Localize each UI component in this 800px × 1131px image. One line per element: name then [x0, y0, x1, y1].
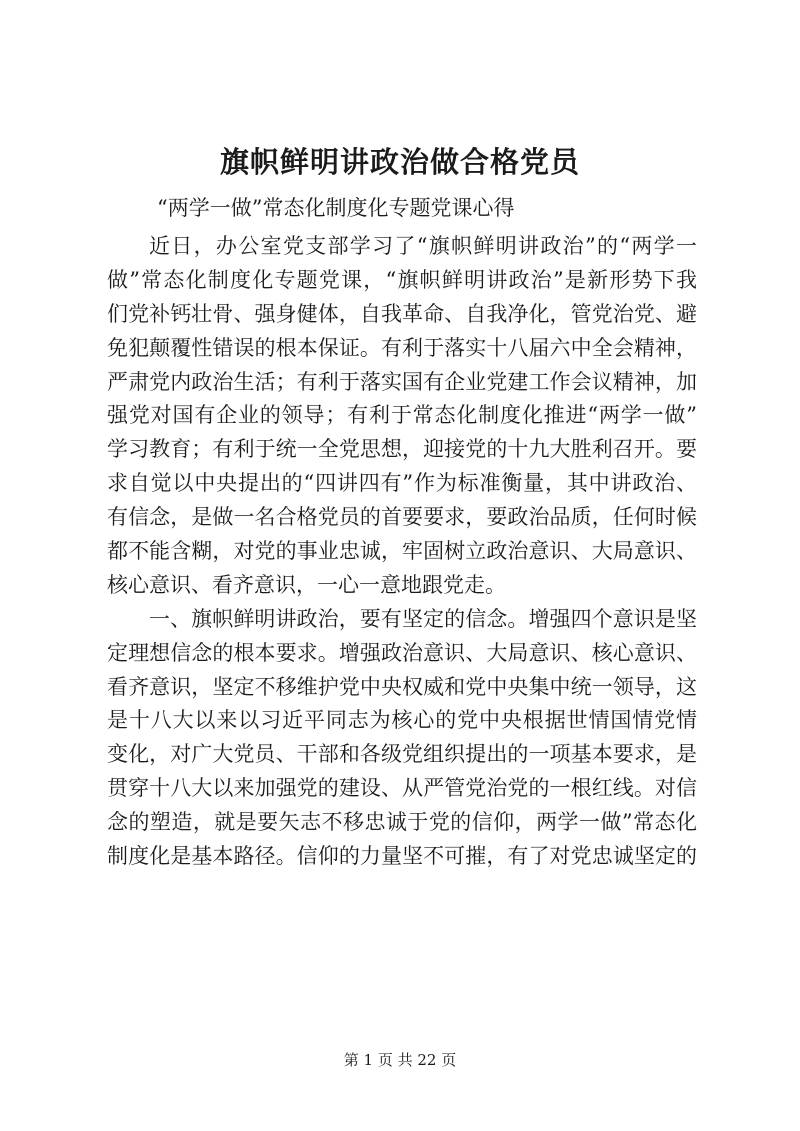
text-line: 贯穿十八大以来加强党的建设、从严管党治党的一根红线。对信 — [107, 776, 697, 801]
text-line: 学习教育；有利于统一全党思想，迎接党的十九大胜利召开。要 — [107, 437, 697, 462]
paragraph — [107, 230, 697, 603]
text-line: 们党补钙壮骨、强身健体，自我革命、自我净化，管党治党、避 — [107, 301, 697, 326]
text-line: 强党对国有企业的领导；有利于常态化制度化推进“两学一做” — [107, 403, 697, 428]
text-line: 是十八大以来以习近平同志为核心的党中央根据世情国情党情 — [107, 708, 697, 733]
text-line: 变化，对广大党员、干部和各级党组织提出的一项基本要求，是 — [107, 742, 697, 767]
text-line: 看齐意识，坚定不移维护党中央权威和党中央集中统一领导，这 — [107, 674, 697, 699]
paragraph — [107, 603, 697, 874]
document-body — [107, 230, 697, 874]
text-line: 核心意识、看齐意识，一心一意地跟党走。 — [107, 572, 506, 597]
text-line: 一、旗帜鲜明讲政治，要有坚定的信念。增强四个意识是坚 — [149, 606, 697, 631]
document-subtitle: “两学一做”常态化制度化专题党课心得 — [157, 196, 515, 220]
text-line: 严肃党内政治生活；有利于落实国有企业党建工作会议精神，加 — [107, 369, 697, 394]
document-title: 旗帜鲜明讲政治做合格党员 — [219, 145, 580, 179]
text-line: 近日，办公室党支部学习了“旗帜鲜明讲政治”的“两学一 — [149, 234, 697, 258]
text-line: 免犯颠覆性错误的根本保证。有利于落实十八届六中全会精神， — [107, 335, 697, 360]
text-line: 有信念，是做一名合格党员的首要要求，要政治品质，任何时候 — [107, 505, 697, 530]
text-line: 做”常态化制度化专题党课，“旗帜鲜明讲政治”是新形势下我 — [107, 267, 697, 292]
text-line: 念的塑造，就是要矢志不移忠诚于党的信仰，两学一做”常态化 — [107, 810, 697, 835]
text-line: 定理想信念的根本要求。增强政治意识、大局意识、核心意识、 — [107, 640, 697, 665]
text-line: 求自觉以中央提出的“四讲四有”作为标准衡量，其中讲政治、 — [107, 471, 697, 496]
text-line: 都不能含糊，对党的事业忠诚，牢固树立政治意识、大局意识、 — [107, 539, 697, 564]
text-line: 制度化是基本路径。信仰的力量坚不可摧，有了对党忠诚坚定的 — [107, 844, 697, 869]
page-number-footer: 第 1 页 共 22 页 — [343, 1051, 457, 1069]
